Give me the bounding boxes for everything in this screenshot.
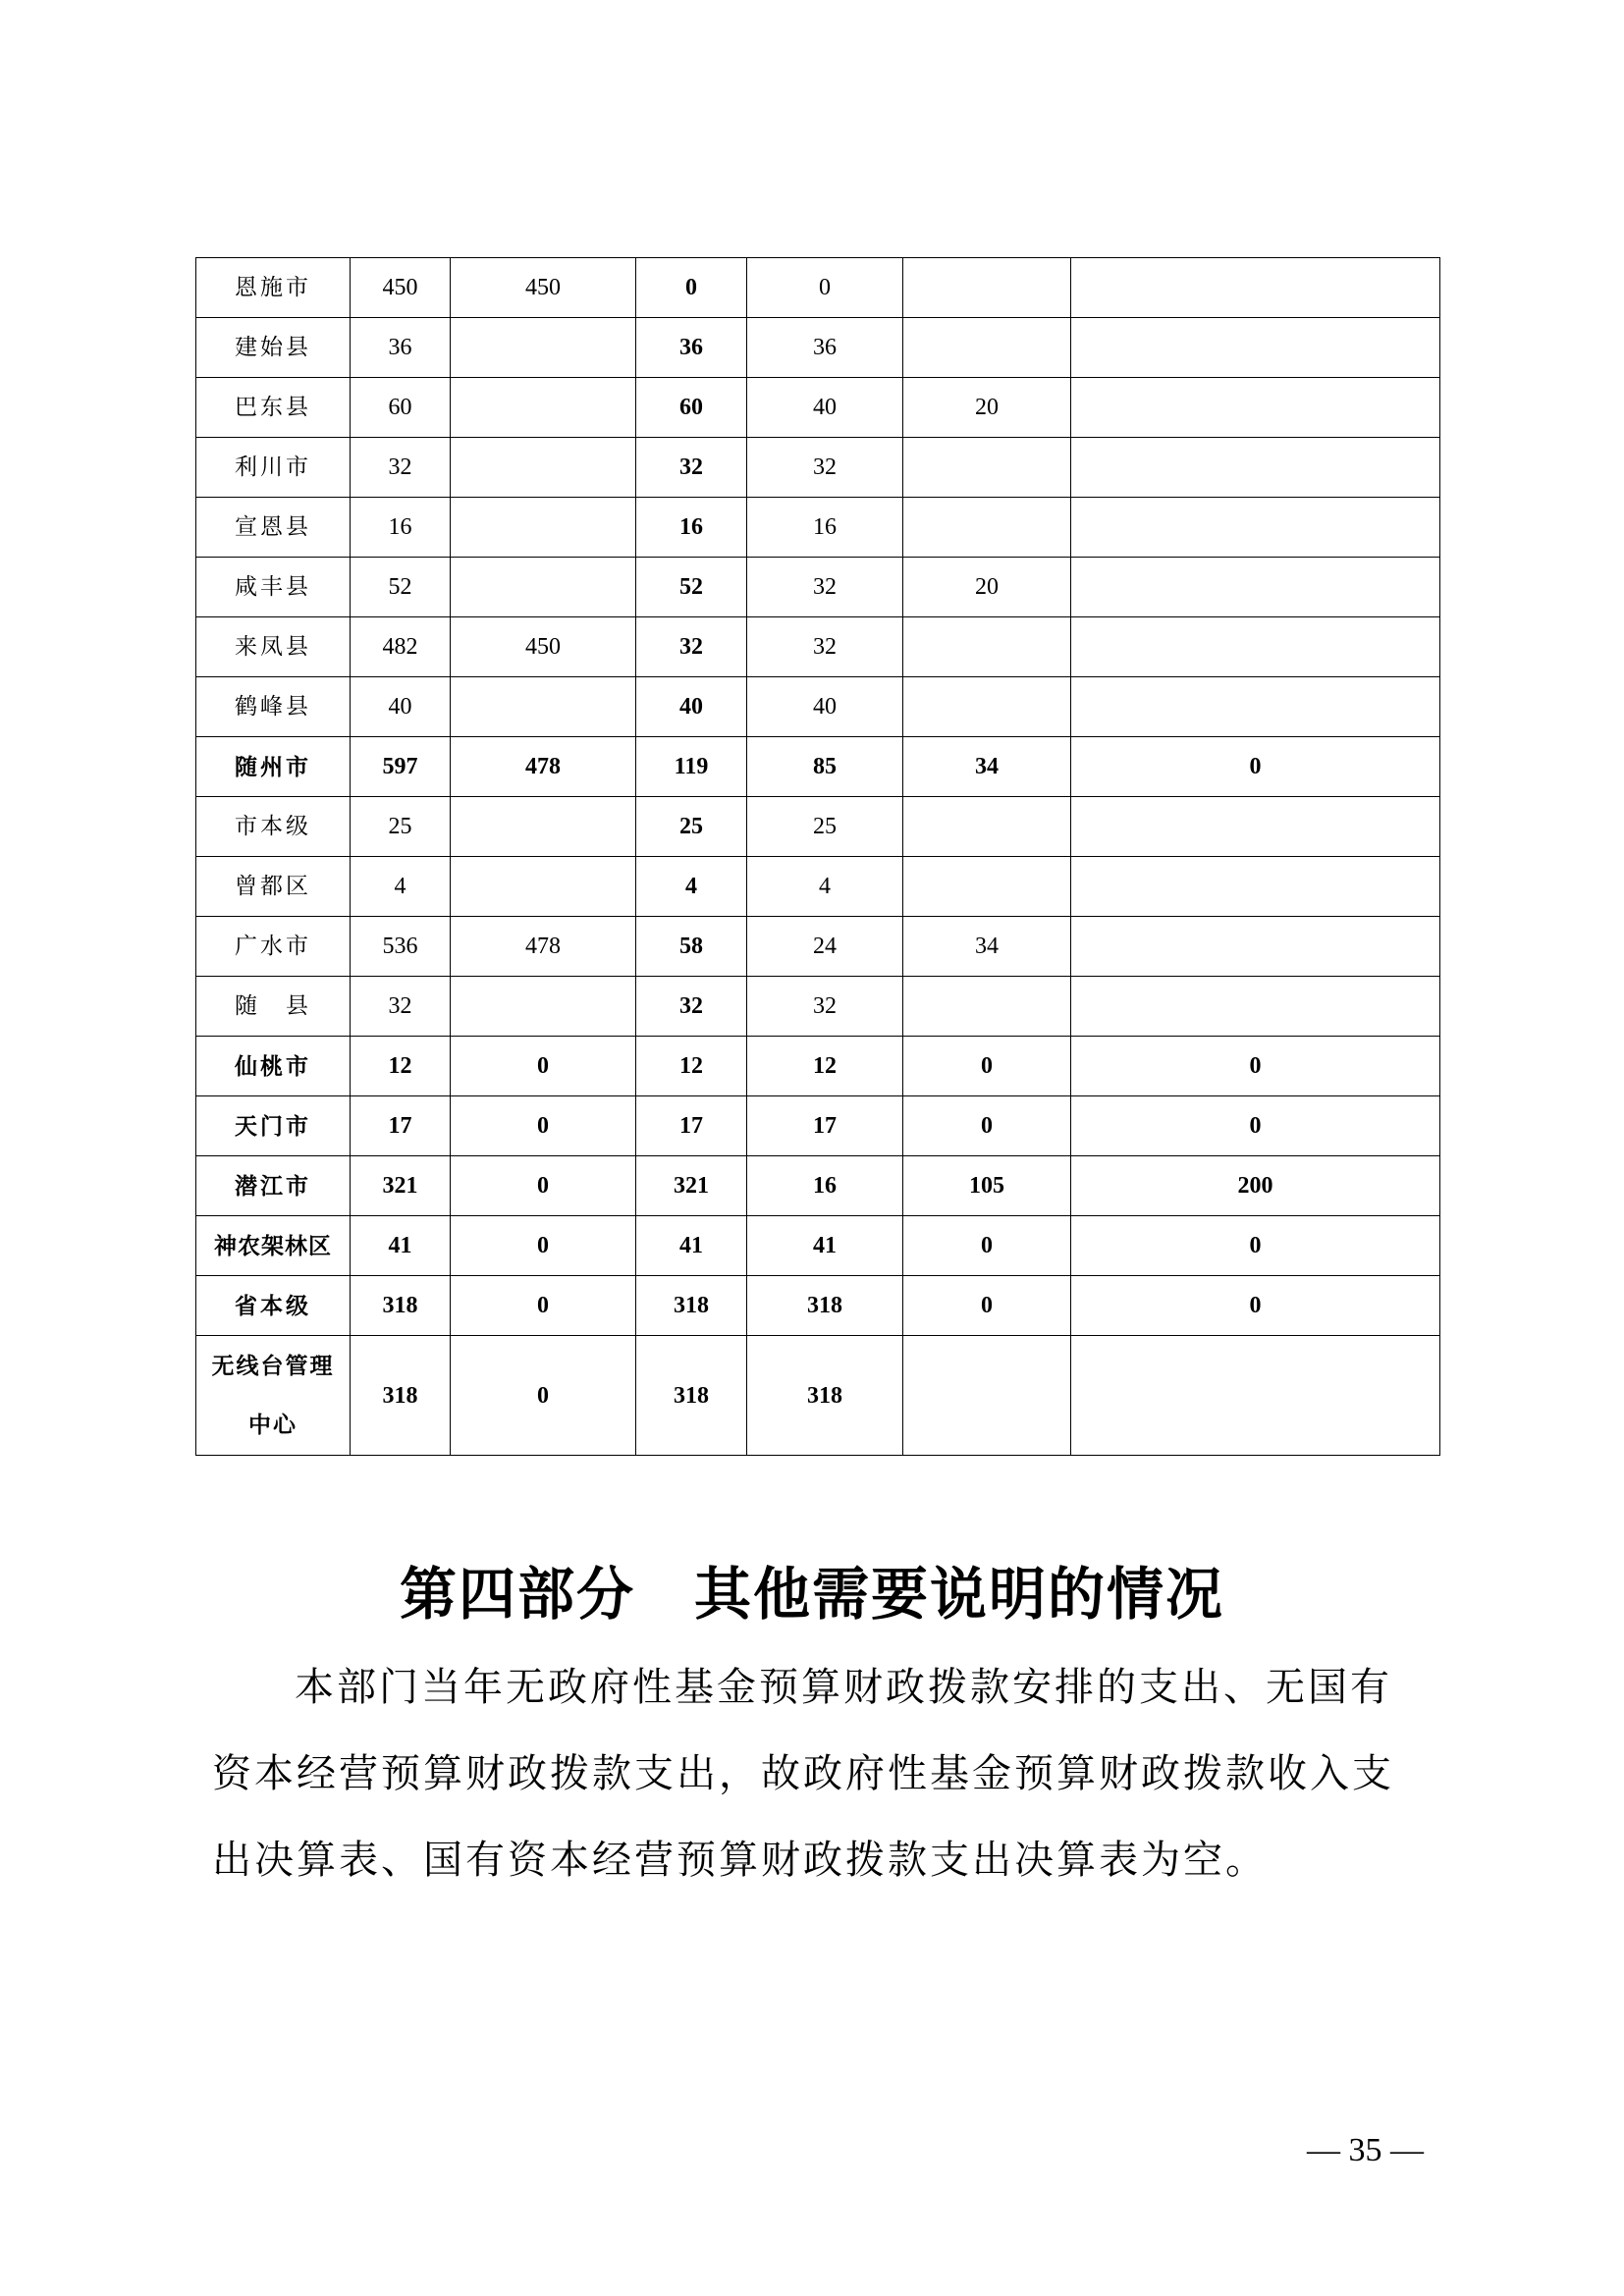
- cell-c1: 536: [351, 917, 451, 977]
- cell-c6: 0: [1071, 1216, 1440, 1276]
- cell-c6: [1071, 617, 1440, 677]
- cell-c1: 318: [351, 1336, 451, 1456]
- cell-c6: 0: [1071, 1037, 1440, 1096]
- cell-c3: 318: [636, 1336, 747, 1456]
- cell-c3: 36: [636, 318, 747, 378]
- cell-c5: 20: [903, 378, 1071, 438]
- cell-c1: 32: [351, 438, 451, 498]
- cell-c1: 318: [351, 1276, 451, 1336]
- cell-c3: 12: [636, 1037, 747, 1096]
- cell-c3: 41: [636, 1216, 747, 1276]
- cell-c4: 41: [747, 1216, 903, 1276]
- cell-c5: [903, 498, 1071, 558]
- cell-c1: 52: [351, 558, 451, 617]
- cell-c6: [1071, 797, 1440, 857]
- cell-c3: 32: [636, 438, 747, 498]
- table-row: [196, 1216, 1440, 1276]
- cell-c5: [903, 857, 1071, 917]
- section-title: 第四部分 其他需要说明的情况: [399, 1561, 1224, 1628]
- cell-c1: 40: [351, 677, 451, 737]
- cell-c1: 4: [351, 857, 451, 917]
- cell-c4: 85: [747, 737, 903, 797]
- row-name: 广水市: [196, 917, 351, 977]
- row-name: 潜江市: [196, 1156, 351, 1216]
- section-paragraph: 本部门当年无政府性基金预算财政拨款安排的支出、无国有资本经营预算财政拨款支出，故政府性基金预算财政拨款收入支出决算表、国有资本经营预算财政拨款支出决算表为空。: [212, 1665, 1394, 1883]
- cell-c2: 0: [451, 1037, 636, 1096]
- cell-c4: 12: [747, 1037, 903, 1096]
- table-row: [196, 1156, 1440, 1216]
- cell-c4: 16: [747, 1156, 903, 1216]
- table-row: [196, 378, 1440, 438]
- cell-c6: [1071, 558, 1440, 617]
- table-row: [196, 1037, 1440, 1096]
- table-row: [196, 258, 1440, 318]
- cell-c4: 36: [747, 318, 903, 378]
- table-row: [196, 1336, 1440, 1456]
- cell-c6: [1071, 917, 1440, 977]
- cell-c5: [903, 977, 1071, 1037]
- table-row: [196, 677, 1440, 737]
- cell-c1: 60: [351, 378, 451, 438]
- cell-c6: [1071, 258, 1440, 318]
- cell-c2: 0: [451, 1216, 636, 1276]
- cell-c1: 41: [351, 1216, 451, 1276]
- cell-c6: [1071, 1336, 1440, 1456]
- cell-c5: 0: [903, 1216, 1071, 1276]
- row-name: 恩施市: [196, 258, 351, 318]
- cell-c1: 597: [351, 737, 451, 797]
- cell-c4: 4: [747, 857, 903, 917]
- cell-c2: 0: [451, 1156, 636, 1216]
- cell-c1: 36: [351, 318, 451, 378]
- table-row: [196, 498, 1440, 558]
- cell-c2: [451, 378, 636, 438]
- cell-c6: 0: [1071, 1096, 1440, 1156]
- row-name: 建始县: [196, 318, 351, 378]
- cell-c2: [451, 857, 636, 917]
- cell-c4: 40: [747, 378, 903, 438]
- row-name: 神农架林区: [196, 1216, 351, 1276]
- cell-c4: 32: [747, 617, 903, 677]
- row-name: 利川市: [196, 438, 351, 498]
- cell-c4: 16: [747, 498, 903, 558]
- cell-c3: 40: [636, 677, 747, 737]
- cell-c5: 0: [903, 1096, 1071, 1156]
- table-row: [196, 917, 1440, 977]
- row-name: 宣恩县: [196, 498, 351, 558]
- row-name: 无线台管理中心: [196, 1336, 351, 1456]
- row-name: 省本级: [196, 1276, 351, 1336]
- cell-c6: [1071, 977, 1440, 1037]
- cell-c2: 0: [451, 1096, 636, 1156]
- table-row: [196, 558, 1440, 617]
- cell-c4: 24: [747, 917, 903, 977]
- cell-c5: [903, 677, 1071, 737]
- table-row: [196, 318, 1440, 378]
- cell-c1: 17: [351, 1096, 451, 1156]
- cell-c1: 25: [351, 797, 451, 857]
- cell-c5: [903, 318, 1071, 378]
- cell-c6: [1071, 438, 1440, 498]
- cell-c4: 318: [747, 1336, 903, 1456]
- cell-c2: [451, 977, 636, 1037]
- cell-c5: [903, 617, 1071, 677]
- cell-c2: [451, 498, 636, 558]
- cell-c6: [1071, 378, 1440, 438]
- cell-c2: 0: [451, 1336, 636, 1456]
- row-name: 市本级: [196, 797, 351, 857]
- row-name: 巴东县: [196, 378, 351, 438]
- table-row: [196, 737, 1440, 797]
- cell-c4: 40: [747, 677, 903, 737]
- cell-c4: 0: [747, 258, 903, 318]
- cell-c5: [903, 1336, 1071, 1456]
- cell-c1: 321: [351, 1156, 451, 1216]
- cell-c3: 4: [636, 857, 747, 917]
- cell-c5: 34: [903, 737, 1071, 797]
- row-name: 随州市: [196, 737, 351, 797]
- cell-c5: 34: [903, 917, 1071, 977]
- cell-c1: 16: [351, 498, 451, 558]
- budget-table: [195, 257, 1440, 1456]
- cell-c1: 482: [351, 617, 451, 677]
- cell-c3: 25: [636, 797, 747, 857]
- cell-c4: 17: [747, 1096, 903, 1156]
- row-name: 天门市: [196, 1096, 351, 1156]
- cell-c4: 25: [747, 797, 903, 857]
- cell-c4: 318: [747, 1276, 903, 1336]
- cell-c2: 0: [451, 1276, 636, 1336]
- row-name: 仙桃市: [196, 1037, 351, 1096]
- cell-c1: 32: [351, 977, 451, 1037]
- cell-c2: 478: [451, 737, 636, 797]
- cell-c2: [451, 438, 636, 498]
- cell-c1: 450: [351, 258, 451, 318]
- cell-c5: [903, 258, 1071, 318]
- row-name: 鹤峰县: [196, 677, 351, 737]
- cell-c6: 0: [1071, 1276, 1440, 1336]
- cell-c3: 321: [636, 1156, 747, 1216]
- cell-c2: 450: [451, 617, 636, 677]
- cell-c2: 450: [451, 258, 636, 318]
- cell-c2: [451, 558, 636, 617]
- table-row: [196, 1276, 1440, 1336]
- cell-c3: 16: [636, 498, 747, 558]
- table-row: [196, 617, 1440, 677]
- cell-c4: 32: [747, 438, 903, 498]
- row-name: 曾都区: [196, 857, 351, 917]
- cell-c6: [1071, 857, 1440, 917]
- cell-c2: [451, 677, 636, 737]
- cell-c6: [1071, 318, 1440, 378]
- cell-c5: 105: [903, 1156, 1071, 1216]
- cell-c3: 119: [636, 737, 747, 797]
- cell-c5: [903, 797, 1071, 857]
- row-name: 来凤县: [196, 617, 351, 677]
- cell-c5: [903, 438, 1071, 498]
- cell-c3: 32: [636, 977, 747, 1037]
- cell-c3: 0: [636, 258, 747, 318]
- cell-c6: [1071, 498, 1440, 558]
- cell-c3: 58: [636, 917, 747, 977]
- cell-c3: 52: [636, 558, 747, 617]
- table-row: [196, 977, 1440, 1037]
- cell-c2: [451, 318, 636, 378]
- cell-c2: [451, 797, 636, 857]
- cell-c6: 200: [1071, 1156, 1440, 1216]
- table-row: [196, 797, 1440, 857]
- cell-c5: 0: [903, 1037, 1071, 1096]
- table-row: [196, 857, 1440, 917]
- row-name: 随 县: [196, 977, 351, 1037]
- cell-c3: 32: [636, 617, 747, 677]
- cell-c1: 12: [351, 1037, 451, 1096]
- cell-c6: 0: [1071, 737, 1440, 797]
- page-number: — 35 —: [1307, 2132, 1424, 2168]
- cell-c4: 32: [747, 558, 903, 617]
- cell-c5: 20: [903, 558, 1071, 617]
- cell-c6: [1071, 677, 1440, 737]
- cell-c5: 0: [903, 1276, 1071, 1336]
- cell-c3: 17: [636, 1096, 747, 1156]
- cell-c3: 318: [636, 1276, 747, 1336]
- table-row: [196, 1096, 1440, 1156]
- table-row: [196, 438, 1440, 498]
- row-name: 咸丰县: [196, 558, 351, 617]
- cell-c3: 60: [636, 378, 747, 438]
- cell-c4: 32: [747, 977, 903, 1037]
- cell-c2: 478: [451, 917, 636, 977]
